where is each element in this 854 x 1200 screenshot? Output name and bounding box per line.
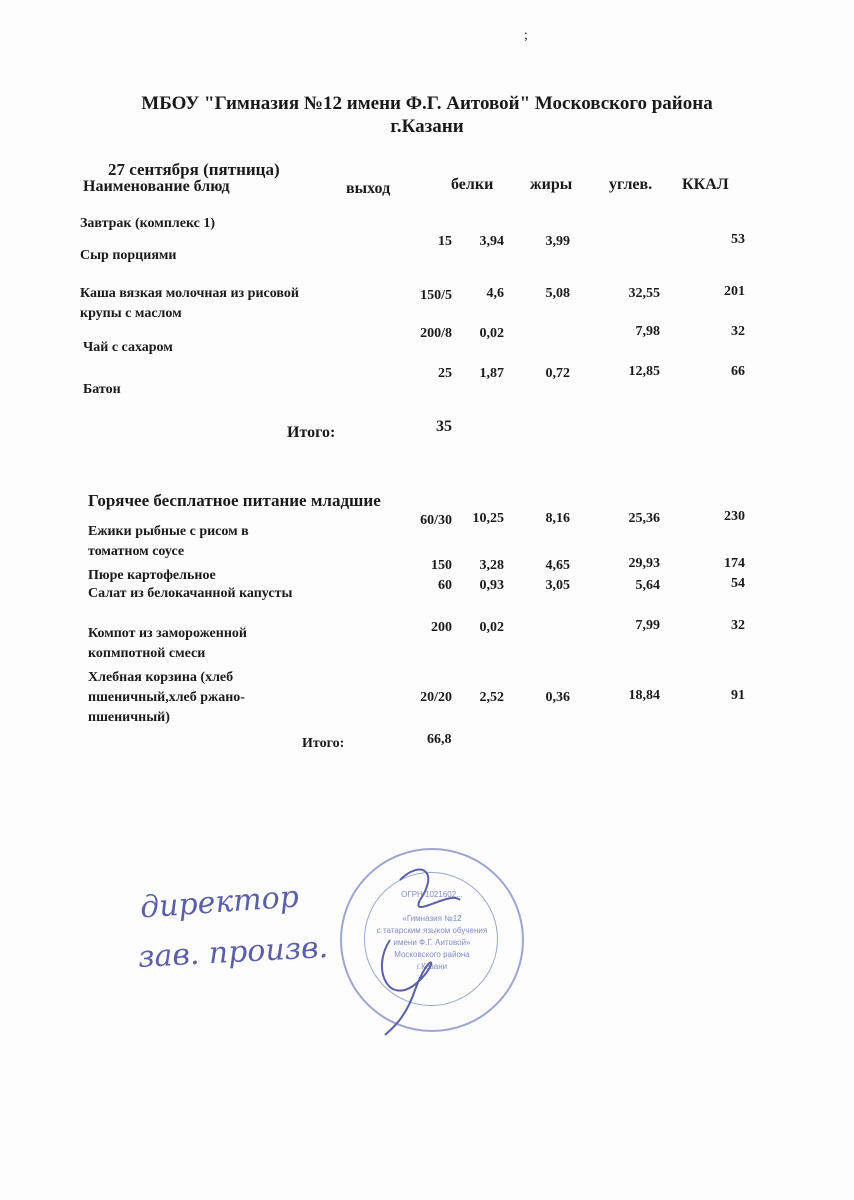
dish-carbs: 7,98 [635, 324, 660, 339]
dish-name: Каша вязкая молочная из рисовой крупы с маслом [80, 286, 299, 321]
dish-yield: 60 [438, 578, 452, 593]
dish-yield: 15 [438, 234, 452, 249]
dish-protein: 3,94 [479, 234, 504, 249]
dish-protein: 1,87 [479, 366, 504, 381]
dish-fat: 0,72 [545, 366, 570, 381]
header-fat: жиры [530, 176, 573, 193]
stamp-ogrn: ОГРН 1021602... [401, 890, 463, 899]
dish-fat: 3,99 [545, 234, 570, 249]
dish-kcal: 230 [724, 509, 745, 524]
total-label: Итого: [302, 736, 345, 751]
total-value: 66,8 [427, 732, 452, 747]
total-value: 35 [436, 418, 452, 435]
dish-name: Ежики рыбные с рисом в томатном соусе [88, 524, 249, 559]
signature-production-head: зав. произв. [137, 930, 329, 975]
dish-yield: 60/30 [420, 513, 452, 528]
handwritten-signature-icon [360, 860, 480, 1040]
dish-kcal: 32 [731, 324, 745, 339]
dish-name: Чай с сахаром [83, 340, 173, 355]
dish-fat: 5,08 [545, 286, 570, 301]
dish-name: Батон [83, 382, 121, 397]
header-yield: выход [346, 180, 391, 197]
dish-carbs: 29,93 [628, 556, 660, 571]
dish-kcal: 91 [731, 688, 745, 703]
dish-carbs: 32,55 [628, 286, 660, 301]
dish-protein: 3,28 [479, 558, 504, 573]
dish-protein: 2,52 [479, 690, 504, 705]
section-breakfast: Завтрак (комплекс 1) [80, 216, 216, 231]
dish-kcal: 32 [731, 618, 745, 633]
dish-name: Хлебная корзина (хлеб пшеничный,хлеб ржано-пшеничный) [88, 670, 245, 725]
dish-name: Сыр порциями [80, 248, 177, 263]
page-title: МБОУ "Гимназия №12 имени Ф.Г. Аитовой" Московского района [141, 93, 713, 114]
dish-kcal: 174 [724, 556, 745, 571]
dish-kcal: 53 [731, 232, 745, 247]
dish-protein: 4,6 [486, 286, 504, 301]
dish-kcal: 66 [731, 364, 745, 379]
stamp-text: г.Казани [416, 962, 448, 971]
dish-protein: 0,93 [479, 578, 504, 593]
dish-yield: 20/20 [420, 690, 452, 705]
header-name: Наименование блюд [83, 178, 230, 195]
dish-fat: 3,05 [545, 578, 570, 593]
dish-fat: 0,36 [545, 690, 570, 705]
scan-mark: ; [524, 28, 528, 43]
dish-carbs: 12,85 [628, 364, 660, 379]
dish-carbs: 25,36 [628, 511, 660, 526]
dish-name: Компот из замороженной копмпотной смеси [88, 626, 247, 661]
dish-carbs: 18,84 [628, 688, 660, 703]
section-lunch: Горячее бесплатное питание младшие [88, 491, 381, 510]
dish-yield: 150/5 [420, 288, 452, 303]
stamp-text: имени Ф.Г. Аитовой» [393, 938, 471, 947]
page-title-city: г.Казани [390, 116, 464, 137]
signature-director: директор [138, 879, 300, 926]
dish-protein: 10,25 [472, 511, 504, 526]
menu-date: 27 сентября (пятница) [108, 160, 280, 179]
dish-protein: 0,02 [479, 326, 504, 341]
dish-fat: 8,16 [545, 511, 570, 526]
total-label: Итого: [287, 424, 336, 441]
dish-yield: 150 [431, 558, 452, 573]
stamp-text: «Гимназия №12 [402, 914, 462, 923]
dish-kcal: 201 [724, 284, 745, 299]
stamp-text: с татарским языком обучения [376, 926, 488, 935]
dish-carbs: 7,99 [635, 618, 660, 633]
dish-name: Пюре картофельное [88, 568, 216, 583]
dish-carbs: 5,64 [635, 578, 660, 593]
dish-kcal: 54 [731, 576, 745, 591]
header-kcal: ККАЛ [682, 176, 729, 193]
dish-fat: 4,65 [545, 558, 570, 573]
dish-protein: 0,02 [479, 620, 504, 635]
dish-yield: 200 [431, 620, 452, 635]
dish-yield: 25 [438, 366, 452, 381]
stamp-text: Московского района [394, 950, 470, 959]
header-carbs: углев. [609, 176, 653, 193]
dish-yield: 200/8 [420, 326, 452, 341]
header-protein: белки [451, 176, 494, 193]
dish-name: Салат из белокачанной капусты [88, 586, 293, 601]
